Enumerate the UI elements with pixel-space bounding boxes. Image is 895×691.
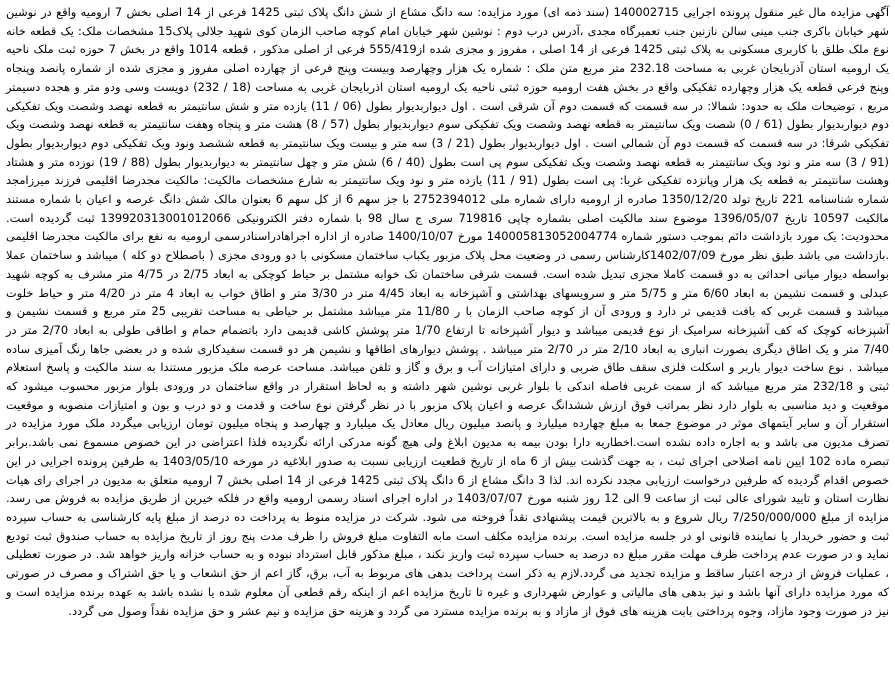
auction-notice-text: آگهی مزایده مال غیر منقول پرونده اجرایی 140002715 (سند ذمه ای) مورد مزایده: سه دانگ مشاع از شش دانگ پلاک ثبتی 1425 فرعی از 14 اصلی بخش 7 ارومیه واقع در نوشین شهر خیابان باکری جنب مینی سالن نازنین جنب تعمیرگاه مجدی ،آدرس درب دوم : نوشین شهر خیابان امام کوچه صاحب الزمان کوی شهید جلالی پلاک15 مشخصات ملک: یک قطعه خانه نوع ملک طلق با کاربری مسکونی به پلاک ثبتی 1425 فرعی از 14 اصلی ، مفروز و مجزی شده از555/419 فرعی از اصلی مذکور ، قطعه 1014 واقع در بخش 7 حوزه ثبت ملک ناحیه یک ارومیه استان آذربایجان غربی به مساحت 232.18 متر مربع متن ملک : شماره یک هزار وچهارصد وبیست وپنج فرعی از چهارده اصلی مفروز و مجزی شده از شماره پانصد وپنجاه وپنج فرعی قطعه یک هزار وچهارده تفکیکی واقع در بخش هفت ارومیه حوزه ثبتی ناحیه یک ارومیه استان اذربایجان غربی به مساحت (18 / 232) دویست وسی ودو متر و هجده دسیمتر مربع ، توضیحات ملک به حدود: شمالا: در سه قسمت که قسمت دوم آن شرقی است . اول دیواربدیوار بطول (06 / 11) یازده متر و شش سانتیمتر به قطعه نهصد وشصت ویک تفکیکی دوم دیواربدیوار بطول (61 / 0) شصت ویک سانتیمتر به قطعه نهصد وشصت ویک تفکیکی سوم دیواربدیوار بطول (57 / 8) هشت متر و پنجاه وهفت سانتیمتر به قطعه نهصد وشصت ویک تفکیکی شرقا: در سه قسمت که قسمت دوم آن شمالی است . اول دیواربدیوار بطول (21 / 3) سه متر و بیست ویک سانتیمتر به قطعه ششصد ونود ویک تفکیکی دوم دیواربدیوار بطول (91 / 3) سه متر و نود ویک سانتیمتر به قطعه نهصد وشصت ویک تفکیکی سوم پی است بطول (40 / 6) شش متر و چهل سانتیمتر به دیواربدیوار بطول (88 / 19) نوزده متر و هشتاد وهشت سانتیمتر به قطعه یک هزار وپانزده تفکیکی غربا: پی است بطول (91 / 11) یازده متر و نود ویک سانتیمتر به شارع مشخصات مالکیت: مالکیت مجدرضا اقلیمی فرزند میرزامجد شماره شناسنامه 221 تاریخ تولد 1350/12/20 صادره از ارومیه دارای شماره ملی 2752394012 با جز سهم 6 از کل سهم 6 بعنوان مالک شش دانگ عرصه و اعیان با شماره مستند مالکیت 10597 تاریخ 1396/05/07 موضوع سند مالکیت اصلی بشماره چاپی 719816 سری ج سال 98 با شماره دفتر الکترونیکی 139920313001012066 ثبت گردیده است. محدودیت: یک مورد بازداشت دائم بموجب دستور شماره 140005813052004774 مورخ 1400/10/07 صادره از اداره اجراهادراسنادرسمی ارومیه به نفع برای مالکیت مجدرضا اقلیمی .بازداشت می باشد طبق نظر مورخ 1402/07/09کارشناس رسمی در وضعیت محل پلاک مزبور یکباب ساختمان مسکونی با دو ورودی مجزی ( باصطلاح دو کله ) میباشد و ساختمان عملا بواسطه دیوار میانی احداثی به دو قسمت کاملا مجزی تبدیل شده است. قسمت شرقی ساختمان تک خوابه مشتمل بر حیاط کوچکی به ابعاد 2/75 در 4/75 متر مشرف به کوچه شهید عبدلی و قسمت نشیمن به ابعاد 6/60 متر و 5/75 متر و سرویسهای بهداشتی و آشپزخانه به ابعاد 4/45 متر در 3/30 متر و اطاق خواب به ابعاد 4 متر در 4/20 متر و حیاط خلوت میباشد و قسمت غربی که بافت قدیمی تر دارد و ورودی آن از کوچه صاحب الزمان با ر 11/80 متر میباشد مشتمل بر حیاطی به مساحت تقریبی 25 متر مربع و قسمت نشیمن و آشپزخانه کوچک که کف آشپزخانه سرامیک از نوع قدیمی میباشد و دیوار آشپزخانه تا ارتفاع 1/70 متر پوشش کاشی قدیمی دارد باتضمام حمام و اطاقی طولی به ابعاد 2/70 متر در 7/40 متر و یک اطاق دیگری بصورت انباری به ابعاد 2/10 متر در 2/70 متر میباشد . پوشش دیوارهای اطاقها و نشیمن هر دو قسمت سفیدکاری شده و در بعضی جاها رنگ آمیزی ساده میباشد . نوع ساخت دیوار باربر و اسکلت فلزی سقف طاق ضربی و دارای امتیازات آب و برق و گاز و تلفن میباشد. مساحت عرصه ملک مزبور مستندا به سند مالکیت و پاسخ استعلام ثبتی و 232/18 متر مربع میباشد که از سمت غربی فاصله اندکی با بلوار غربی نوشین شهر داشته و به لحاظ استقرار در واقع ساختمان در ورودی بلوار مزبور محسوب میشود که موقعیت و دید مناسبی به بلوار دارد نظر بمراتب فوق ارزش ششدانگ عرصه و اعیان پلاک مزبور با در نظر گرفتن نوع ساخت و قدمت و دو درب و بون و امتیازات منصوبه و موقعیت استقرار آن و سایر آیتمهای موثر در موضوع جمعا به مبلغ چهارده میلیارد و پانصد میلیون ریال معادل یک میلیارد و چهارصد و پنجاه میلیون تومان ارزیابی میگردد ملک مورد مزایده در تصرف مدیون می باشد و به اجاره داده نشده است.اخطاریه دارا بودن بیمه به مدیون ابلاغ ولی هیچ گونه مدرکی ارائه نگردیده فلذا اعتراضی در این خصوص مسموع نمی باشد.برابر تبصره ماده 102 ایین نامه اصلاحی اجرای ثبت ، به جهت گذشت بیش از 6 ماه از تاریخ قطعیت ارزیابی نسبت به صدور ابلاغیه در مورخه 1403/05/10 به طرفین پرونده اجرایی در این خصوص اقدام گردیده که طرفین درخواست ارزیابی مجدد نکرده اند. لذا 3 دانگ مشاع از 6 دانگ پلاک ثبتی 1425 فرعی از 14 اصلی بخش 7 ارومیه متعلق به مدیون در اجرای رای هیات نظارت استان و تایید شورای عالی ثبت از ساعت 9 الی 12 روز شنبه مورخ 1403/07/07 در اداره اجرای اسناد رسمی ارومیه واقع در فلکه خیرین از طریق مزایده به فروش می رسد. مزایده از مبلغ 7/250/000/000 ریال شروع و به بالاترین قیمت پیشنهادی نقداً فروخته می شود. شرکت در مزایده منوط به پرداخت ده درصد از مبلغ پایه کارشناسی به حساب سپرده ثبت و حضور خریدار یا نماینده قانونی او در جلسه مزایده است. برنده مزایده مکلف است مابه التفاوت مبلغ فروش را ظرف مدت پنج روز از تاریخ مزایده به حساب صندوق ثبت تودیع نماید و در صورت عدم پرداخت ظرف مهلت مقرر مبلغ ده درصد به حساب سپرده ثبت واریز نکند ، مبلغ مذکور قابل استرداد نبوده و به حساب خزانه واریز خواهد شد. در صورت تعطیلی ، عملیات فروش از درجه اعتبار ساقط و مزایده تجدید می گردد.لازم به ذکر است پرداخت بدهی های مربوط به آب، برق، گاز اعم از حق انشعاب و یا حق اشتراک و مصرف در صورتی که مورد مزایده دارای آنها باشد و نیز بدهی های مالیاتی و عوارض شهرداری و غیره تا تاریخ مزایده اعم از اینکه رقم قطعی آن معلوم شده یا نشده باشد به عهده برنده مزایده است و نیز در صورت وجود مازاد، وجوه پرداختی بابت هزینه های فوق از مازاد و به برنده مزایده مسترد می گردد و هزینه حق مزایده و نیم عشر و حق مزایده نقداً وصول می گردد.: [6, 5, 890, 618]
